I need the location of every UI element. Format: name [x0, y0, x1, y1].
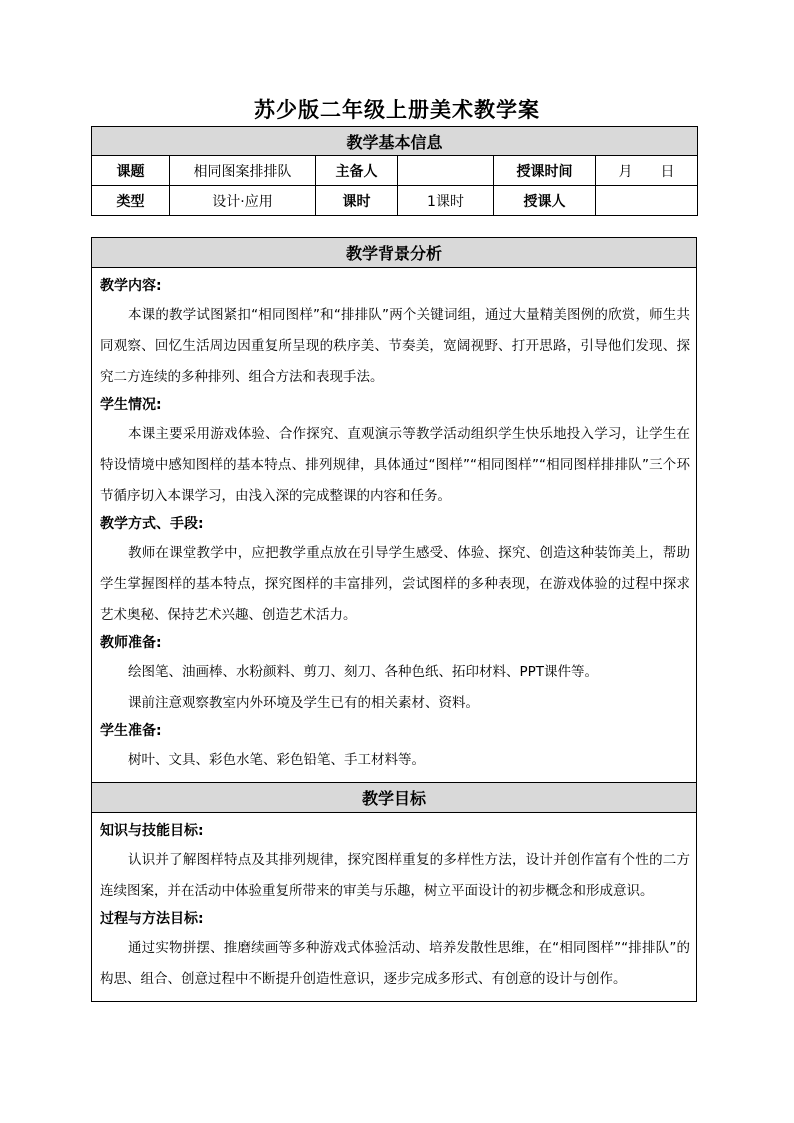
value-class-time: 月 日 [596, 156, 698, 186]
label-teacher: 授课人 [494, 186, 596, 216]
background-header: 教学背景分析 [92, 238, 697, 268]
paragraph: 认识并了解图样特点及其排列规律，探究图样重复的多样性方法，设计并创作富有个性的二方连续图案，并在活动中体验重复所带来的审美与乐趣，树立平面设计的初步概念和形成意识。 [100, 852, 690, 899]
paragraph: 本课主要采用游戏体验、合作探究、直观演示等教学活动组织学生快乐地投入学习，让学生在特设情境中感知图样的基本特点、排列规律，具体通过“图样”“相同图样”“相同图样排排队”三个环节循序切入本课学习，由浅入深的完成整课的内容和任务。 [100, 426, 690, 504]
paragraph: 树叶、文具、彩色水笔、彩色铅笔、手工材料等。 [128, 752, 425, 768]
value-type: 设计·应用 [170, 186, 316, 216]
section-heading: 过程与方法目标: [100, 911, 204, 927]
paragraph: 本课的教学试图紧扣“相同图样”和“排排队”两个关键词组，通过大量精美图例的欣赏，师生共同观察、回忆生活周边因重复所呈现的秩序美、节奏美，宽阔视野、打开思路，引导他们发现、探究二方连续的多种排列、组合方法和表现手法。 [100, 307, 690, 385]
section-heading: 学生准备: [100, 723, 162, 739]
label-class-time: 授课时间 [494, 156, 596, 186]
label-periods: 课时 [316, 186, 398, 216]
paragraph: 课前注意观察教室内外环境及学生已有的相关素材、资料。 [128, 695, 479, 711]
paragraph: 绘图笔、油画棒、水粉颜料、剪刀、刻刀、各种色纸、拓印材料、PPT课件等。 [128, 664, 599, 680]
value-topic: 相同图案排排队 [170, 156, 316, 186]
paragraph: 通过实物拼摆、推磨续画等多种游戏式体验活动、培养发散性思维，在“相同图样”“排排队”的构思、组合、创意过程中不断提升创造性意识，逐步完成多形式、有创意的设计与创作。 [100, 940, 690, 987]
value-periods: 1课时 [398, 186, 494, 216]
section-heading: 知识与技能目标: [100, 823, 204, 839]
basic-info-table [91, 126, 698, 216]
label-topic: 课题 [92, 156, 170, 186]
section-heading: 学生情况: [100, 397, 162, 413]
paragraph: 教师在课堂教学中，应把教学重点放在引导学生感受、体验、探究、创造这种装饰美上，帮助学生掌握图样的基本特点，探究图样的丰富排列，尝试图样的多种表现，在游戏体验的过程中探求艺术奥秘、保持艺术兴趣、创造艺术活力。 [100, 545, 690, 623]
basic-info-header: 教学基本信息 [92, 127, 698, 156]
document-title: 苏少版二年级上册美术教学案 [254, 97, 540, 122]
goals-header: 教学目标 [92, 783, 697, 813]
background-content [92, 268, 697, 783]
value-lead-preparer [398, 156, 494, 186]
lesson-plan-table [91, 237, 697, 1002]
section-heading: 教学内容: [100, 278, 162, 294]
section-heading: 教师准备: [100, 635, 162, 651]
label-type: 类型 [92, 186, 170, 216]
section-heading: 教学方式、手段: [100, 516, 204, 532]
label-lead-preparer: 主备人 [316, 156, 398, 186]
goals-content [92, 813, 697, 1002]
value-teacher [596, 186, 698, 216]
